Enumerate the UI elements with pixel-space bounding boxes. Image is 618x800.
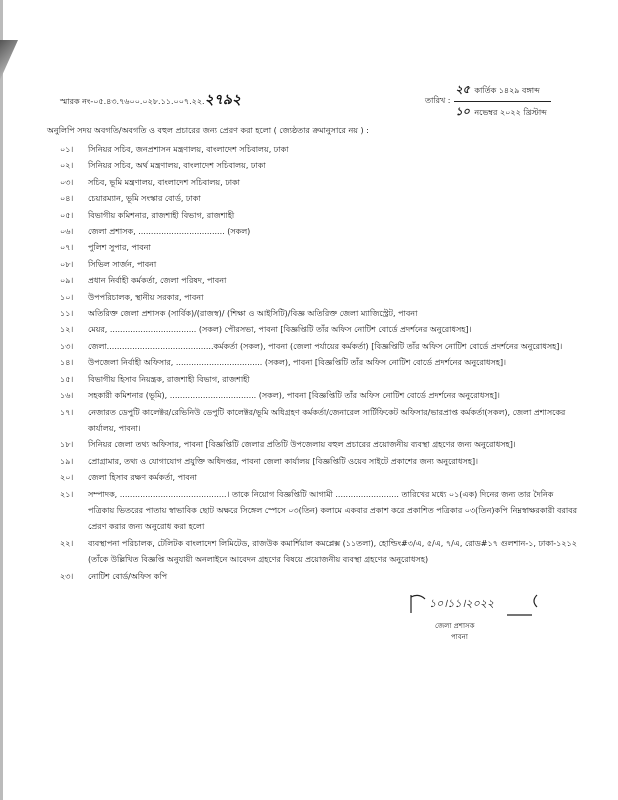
item-number: ০৬।	[60, 227, 74, 237]
item-number: ২২।	[60, 538, 74, 548]
list-item	[60, 437, 582, 453]
item-text: প্রধান নির্বাহী কর্মকর্তা, জেলা পরিষদ, পাবনা	[88, 276, 227, 286]
item-number: ১৯।	[60, 456, 74, 466]
item-text: উপপরিচালক, স্থানীয় সরকার, পাবনা	[88, 292, 204, 302]
item-text: জেলা..........................................কর্মকর্তা (সকল), পাবনা (জেলা পর্যায়ের কর্মকর্তা) [বিজ্ঞপ্তিটি তাঁর অফিস নোটিশ বোর্ডে প্রদর্শনের অনুরোধসহ]।	[88, 341, 563, 351]
item-number: ১৫।	[60, 374, 74, 384]
signature-block	[407, 591, 557, 643]
item-text: বিভাগীয় হিসাব নিয়ন্ত্রক, রাজশাহী বিভাগ, রাজশাহী	[88, 374, 250, 384]
list-item	[60, 257, 582, 273]
item-text: সিনিয়র সচিব, অর্থ মন্ত্রণালয়, বাংলাদেশ সচিবালয়, ঢাকা	[88, 161, 266, 171]
distribution-list	[60, 142, 582, 585]
item-number: ১১।	[60, 309, 74, 319]
item-number: ০২।	[60, 161, 74, 171]
item-text: উপজেলা নির্বাহী অফিসার, .................................. (সকল), পাবনা [বিজ্ঞপ্তিটি তাঁর অফিস নোটিশ বোর্ডে প্রদর্শনের অনুরোধসহ]।	[88, 358, 506, 368]
list-item	[60, 372, 582, 388]
item-number: ২০।	[60, 473, 74, 483]
item-number: ২৩।	[60, 571, 74, 581]
date-label: তারিখ :	[425, 96, 451, 105]
item-number: ০৪।	[60, 194, 74, 204]
item-text: নোটিশ বোর্ড/অফিস কপি	[88, 571, 168, 581]
english-date	[454, 102, 551, 123]
list-item	[60, 405, 582, 438]
item-text: চেয়ারম্যান, ভূমি সংস্কার বোর্ড, ঢাকা	[88, 194, 201, 204]
list-item	[60, 454, 582, 470]
list-item	[60, 487, 582, 536]
list-item	[60, 224, 582, 240]
item-text: জেলা হিসাব রক্ষণ কর্মকর্তা, পাবনা	[88, 473, 197, 483]
item-text: অতিরিক্ত জেলা প্রশাসক (সার্বিক)/(রাজস্ব)/ (শিক্ষা ও আইসিটি)/বিজ্ঞ অতিরিক্ত জেলা ম্যাজিস্ট্রেট, পাবনা	[88, 309, 418, 319]
item-text: সম্পাদক, ..........................................। তাকে নিয়োগ বিজ্ঞপ্তিটি আগামী ......................... তারিখের মধ্যে ০১(এক) দিনের জন্য তার দৈনিক পত্রিকায় ভিতরের পাতায় স্বাভাবিক ছোট অক্ষরে সিঙ্গেল স্পেসে ০৩(তিন) কলামে একবার প্রকাশ করে প্রকাশিত পত্রিকার ০৩(তিন)কপি নিম্নস্বাক্ষরকারী বরাবর প্রেরণ করার জন্য অনুরোধ করা হলো	[88, 489, 578, 532]
signature	[407, 591, 557, 621]
list-item	[60, 175, 582, 191]
item-text: প্রোগ্রামার, তথ্য ও যোগাযোগ প্রযুক্তি অধিদপ্তর, পাবনা জেলা কার্যালয় [বিজ্ঞপ্তিটি ওয়েব সাইটে প্রকাশের জন্য অনুরোধসহ]।	[88, 456, 478, 466]
item-number: ০১।	[60, 145, 74, 154]
item-number: ১৮।	[60, 440, 74, 450]
item-number: ০৩।	[60, 177, 74, 187]
item-text: নেজারত ডেপুটি কালেক্টর/রেভিনিউ ডেপুটি কালেক্টর/ভূমি অধিগ্রহণ কর্মকর্তা/জেনারেল সার্টিফিকেট অফিসার/ভারপ্রাপ্ত কর্মকর্তা(সকল), জেলা প্রশাসকের কার্যালয়, পাবনা।	[88, 407, 566, 433]
item-number: ১৪।	[60, 358, 74, 368]
item-text: ব্যবস্থাপনা পরিচালক, টেলিটক বাংলাদেশ লিমিটেড, রাজউক কমার্শিয়াল কমপ্লেক্স (১১তলা), হোল্ডিং#৩/এ, ৫/এ, ৭/এ, রোড#১৭ গুলশান-১, ঢাকা-১২১২ (তাঁকে উল্লিখিত বিজ্ঞপ্তি অনুযায়ী অনলাইনে আবেদন গ্রহণের বিষয়ে প্রয়োজনীয় ব্যবস্থা গ্রহণের অনুরোধসহ)	[88, 538, 577, 565]
list-item	[60, 306, 582, 322]
memo-handwritten-number: ২৭৯২	[204, 92, 242, 108]
signatory-place: পাবনা	[451, 632, 468, 641]
list-item	[60, 191, 582, 207]
bangla-date	[454, 80, 551, 102]
item-number: ০৫।	[60, 210, 74, 220]
item-number: ১৩।	[60, 341, 74, 351]
signature-date: ১০।১১।২০২২	[429, 596, 495, 610]
page-curl	[0, 40, 18, 80]
memo-prefix: স্মারক নং-০৫.৪৩.৭৬০০.০২৮.১১.০০৭.২২.	[60, 97, 205, 106]
list-item	[60, 273, 582, 289]
item-text: বিভাগীয় কমিশনার, রাজশাহী বিভাগ, রাজশাহী	[88, 210, 235, 220]
item-number: ০৯।	[60, 276, 74, 286]
item-text: সিনিয়র সচিব, জনপ্রশাসন মন্ত্রণালয়, বাংলাদেশ সচিবালয়, ঢাকা	[88, 145, 289, 154]
distribution-intro: অনুলিপি সদয় অবগতি/অবগতি ও বহুল প্রচারের জন্য প্রেরণ করা হলো ( জ্যেষ্ঠতার ক্রমানুসারে নয় ) :	[47, 126, 369, 135]
list-item	[60, 536, 582, 569]
list-item	[60, 355, 582, 371]
date-block	[425, 80, 551, 123]
list-item	[60, 322, 582, 338]
list-item	[60, 158, 582, 174]
item-number: ১৭।	[60, 407, 74, 417]
list-item	[60, 569, 582, 585]
list-item	[60, 339, 582, 355]
item-text: সহকারী কমিশনার (ভূমি), .................................. (সকল), পাবনা [বিজ্ঞপ্তিটি তাঁর অফিস নোটিশ বোর্ডে প্রদর্শনের অনুরোধসহ]।	[88, 391, 500, 401]
list-item	[60, 388, 582, 404]
list-item	[60, 290, 582, 306]
item-number: ১২।	[60, 325, 74, 335]
english-month-year: নভেম্বর ২০২২ খ্রিস্টাব্দ	[474, 108, 547, 117]
item-text: জেলা প্রশাসক, .................................. (সকল)	[88, 227, 251, 237]
bangla-day: ২৫	[455, 83, 470, 96]
bangla-month-year: কার্তিক ১৪২৯ বঙ্গাব্দ	[474, 86, 540, 95]
item-text: পুলিশ সুপার, পাবনা	[88, 243, 151, 253]
list-item	[60, 470, 582, 486]
item-number: ২১।	[60, 489, 74, 499]
english-day: ১০	[455, 105, 470, 118]
item-number: ১৬।	[60, 391, 74, 401]
scan-edge	[0, 0, 3, 800]
list-item	[60, 240, 582, 256]
item-text: সিনিয়র জেলা তথ্য অফিসার, পাবনা [বিজ্ঞপ্তিটি জেলার প্রতিটি উপজেলায় বহুল প্রচারের প্রয়োজনীয় ব্যবস্থা গ্রহণের জন্য অনুরোধসহ]।	[88, 440, 516, 450]
item-text: মেয়র, .................................. (সকল) পৌরসভা, পাবনা [বিজ্ঞপ্তিটি তাঁর অফিস নোটিশ বোর্ডে প্রদর্শনের অনুরোধসহ]।	[88, 325, 472, 335]
item-number: ০৭।	[60, 243, 74, 253]
item-number: ১০।	[60, 292, 74, 302]
memo-number	[60, 88, 241, 112]
list-item	[60, 142, 582, 158]
list-item	[60, 208, 582, 224]
item-text: সিভিল সার্জন, পাবনা	[88, 259, 157, 269]
document-body	[47, 124, 582, 643]
item-number: ০৮।	[60, 259, 74, 269]
item-text: সচিব, ভূমি মন্ত্রণালয়, বাংলাদেশ সচিবালয়, ঢাকা	[88, 177, 240, 187]
signatory-title: জেলা প্রশাসক	[435, 621, 475, 630]
